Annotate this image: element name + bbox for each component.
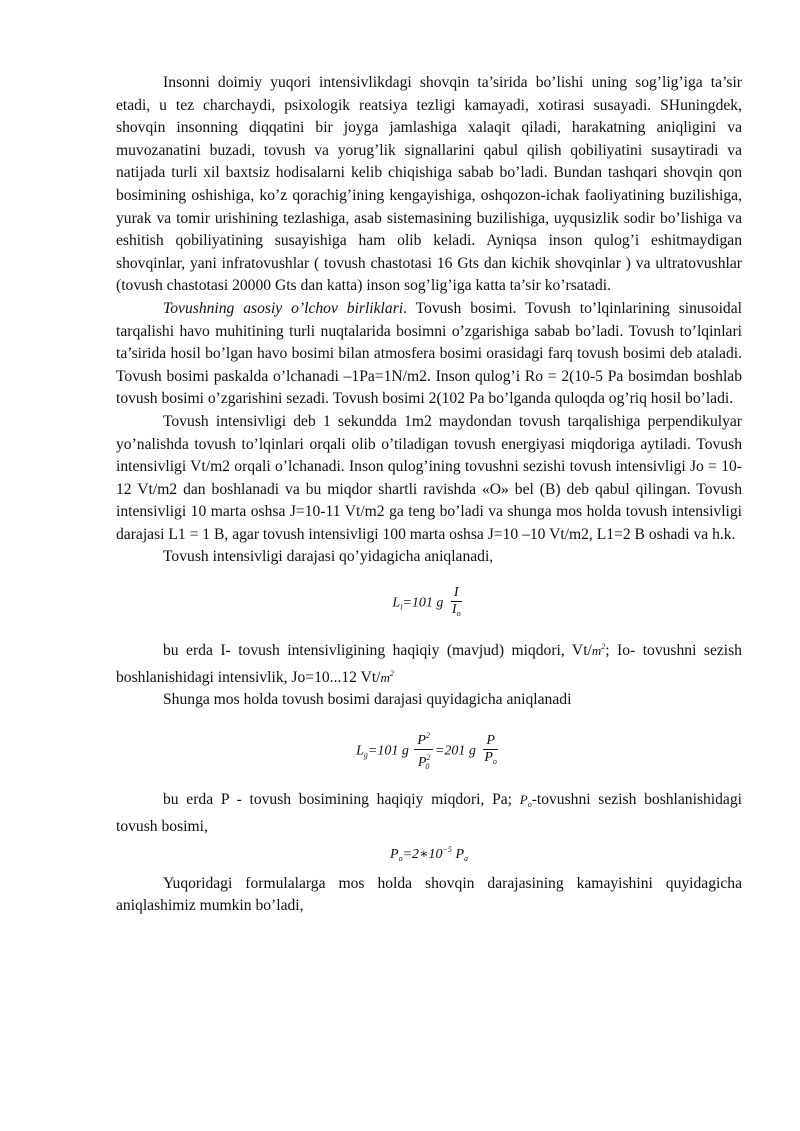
- formula-operator: =101 g: [367, 743, 409, 759]
- fraction-denominator: $I_o$: [451, 602, 461, 619]
- formula-fraction: [449, 585, 464, 622]
- formula-threshold-pressure: [116, 839, 742, 871]
- paragraph-sound-units-text: . Tovush bosimi. Tovush to’lqinlarining sinusoidal tarqalishi havo muhitining turli nuqtalarida bosimni o’zgarishiga sabab bo’ladi. Tovush to’lqinlari ta’sirida hosil bo’lgan havo bosimi bilan atmosfera bosimi orasidagi farq tovush bosimi deb ataladi. Tovush bosimi paskalda o’lchanadi –1Pa=1N/m2. Inson qulog’i Ro = 2(10-5 Pa bosimdan boshlab tovush bosimi o’zgarishini sezadi. Tovush bosimi 2(102 Pa bo’lganda quloqda og’riq hosil bo’ladi.: [116, 299, 742, 408]
- paragraph-noise-reduction: Yuqoridagi formulalarga mos holda shovqin darajasining kamayishini quyidagicha aniqlashimiz mumkin bo’ladi,: [116, 874, 742, 915]
- fraction-numerator: P: [483, 733, 498, 750]
- paragraph-noise-health: Insonni doimiy yuqori intensivlikdagi shovqin ta’sirida bo’lishi uning sog’lig’iga ta’sir etadi, u tez charchaydi, psixologik reatsiya tezligi kamayadi, xotirasi susayadi. SHuningdek, shovqin insonning diqqatini bir joyga jamlashiga xalaqit qiladi, harakatning aniqligini va muvozanatini buzadi, tovush va yorug’lik signallarini qabul qilish qobiliyatini susaytiradi va natijada turli xil baxtsiz hodisalarni kelib chiqishiga sabab bo’ladi. Bundan tashqari shovqin qon bosimining oshishiga, ko’z qorachig’ining kengayishiga, oshqozon-ichak faoliyatining buzilishiga, yurak va tomir urishining tezlashiga, asab sistemasining buzilishiga, uyqusizlik sodir bo’lishiga va eshitish qobiliyatining susayishiga ham olib keladi. Ayniqsa inson qulog’i eshitmaydigan shovqinlar, yani infratovushlar ( tovush chastotasi 16 Gts dan kichik shovqinlar ) va ultratovushlar (tovush chastotasi 20000 Gts dan katta) inson sog’lig’iga katta ta’sir ko’rsatadi.: [116, 74, 742, 295]
- formula-subscript: i: [400, 602, 403, 612]
- fraction-denominator: $P_o$: [484, 749, 497, 766]
- paragraph-pressure-explanation: bu erda P - tovush bosimining haqiqiy miqdori, Pa; $P_o$-tovushni sezish boshlanishidagi tovush bosimi,: [116, 790, 742, 836]
- formula-operator: =101 g: [402, 595, 444, 611]
- formula-subscript: g: [363, 750, 368, 760]
- formula-intensity-level: [116, 585, 742, 622]
- paragraph-intensity-level-intro: Tovush intensivligi darajasi qo’yidagicha aniqlanadi,: [163, 548, 494, 566]
- formula-exponent: −5: [442, 845, 452, 855]
- unit-m2-second: $m^2$: [380, 668, 394, 685]
- formula-pressure-level: [116, 728, 742, 775]
- symbol-po: $P_o$: [519, 791, 532, 809]
- paragraph-pressure-level-intro: Shunga mos holda tovush bosimi darajasi quyidagicha aniqlanadi: [163, 691, 572, 709]
- paragraph-sound-units: [116, 298, 742, 411]
- formula-subscript: o: [398, 854, 403, 864]
- heading-sound-units: Tovushning asosiy o’lchov birliklari: [163, 299, 404, 317]
- formula-symbol: L: [356, 743, 364, 759]
- document-page: [116, 72, 742, 918]
- formula-symbol: P: [390, 847, 399, 863]
- formula-operator-second: =201 g: [434, 743, 476, 759]
- formula-symbol: L: [392, 595, 401, 611]
- fraction-denominator: $P^2_0$: [417, 752, 431, 771]
- unit-m2: $m^2$: [591, 642, 606, 659]
- formula-unit-subscript: a: [464, 854, 468, 864]
- fraction-numerator: $P^2$: [414, 728, 433, 750]
- paragraph-intensity-explanation: bu erda I- tovush intensivligining haqiqiy (mavjud) miqdori, $Vt/m^2$; Io- tovushni sezish boshlanishidagi intensivlik, Jo=10...12 $Vt/m^2$: [116, 642, 742, 686]
- formula-fraction-squared: [414, 728, 433, 775]
- formula-operator: =2∗10: [402, 847, 443, 863]
- formula-unit-symbol: P: [455, 847, 464, 863]
- fraction-numerator: I: [451, 585, 462, 602]
- formula-fraction-ratio: [481, 733, 500, 770]
- paragraph-sound-intensity: Tovush intensivligi deb 1 sekundda 1m2 maydondan tovush tarqalishiga perpendikulyar yo’nalishda tovush to’lqinlari orqali olib o’tiladigan tovush energiyasi miqdoriga aytiladi. Tovush intensivligi Vt/m2 orqali o’lchanadi. Inson qulog’ining tovushni sezishi tovush intensivligi Jo = 10-12 Vt/m2 dan boshlanadi va bu miqdor shartli ravishda «O» bel (B) deb qabul qilingan. Tovush intensivligi 10 marta oshsa J=10-11 Vt/m2 ga teng bo’ladi va shunga mos holda tovush intensivligi darajasi L1 = 1 B, agar tovush intensivligi 100 marta oshsa J=10 –10 Vt/m2, L1=2 B oshadi va h.k.: [116, 412, 742, 543]
